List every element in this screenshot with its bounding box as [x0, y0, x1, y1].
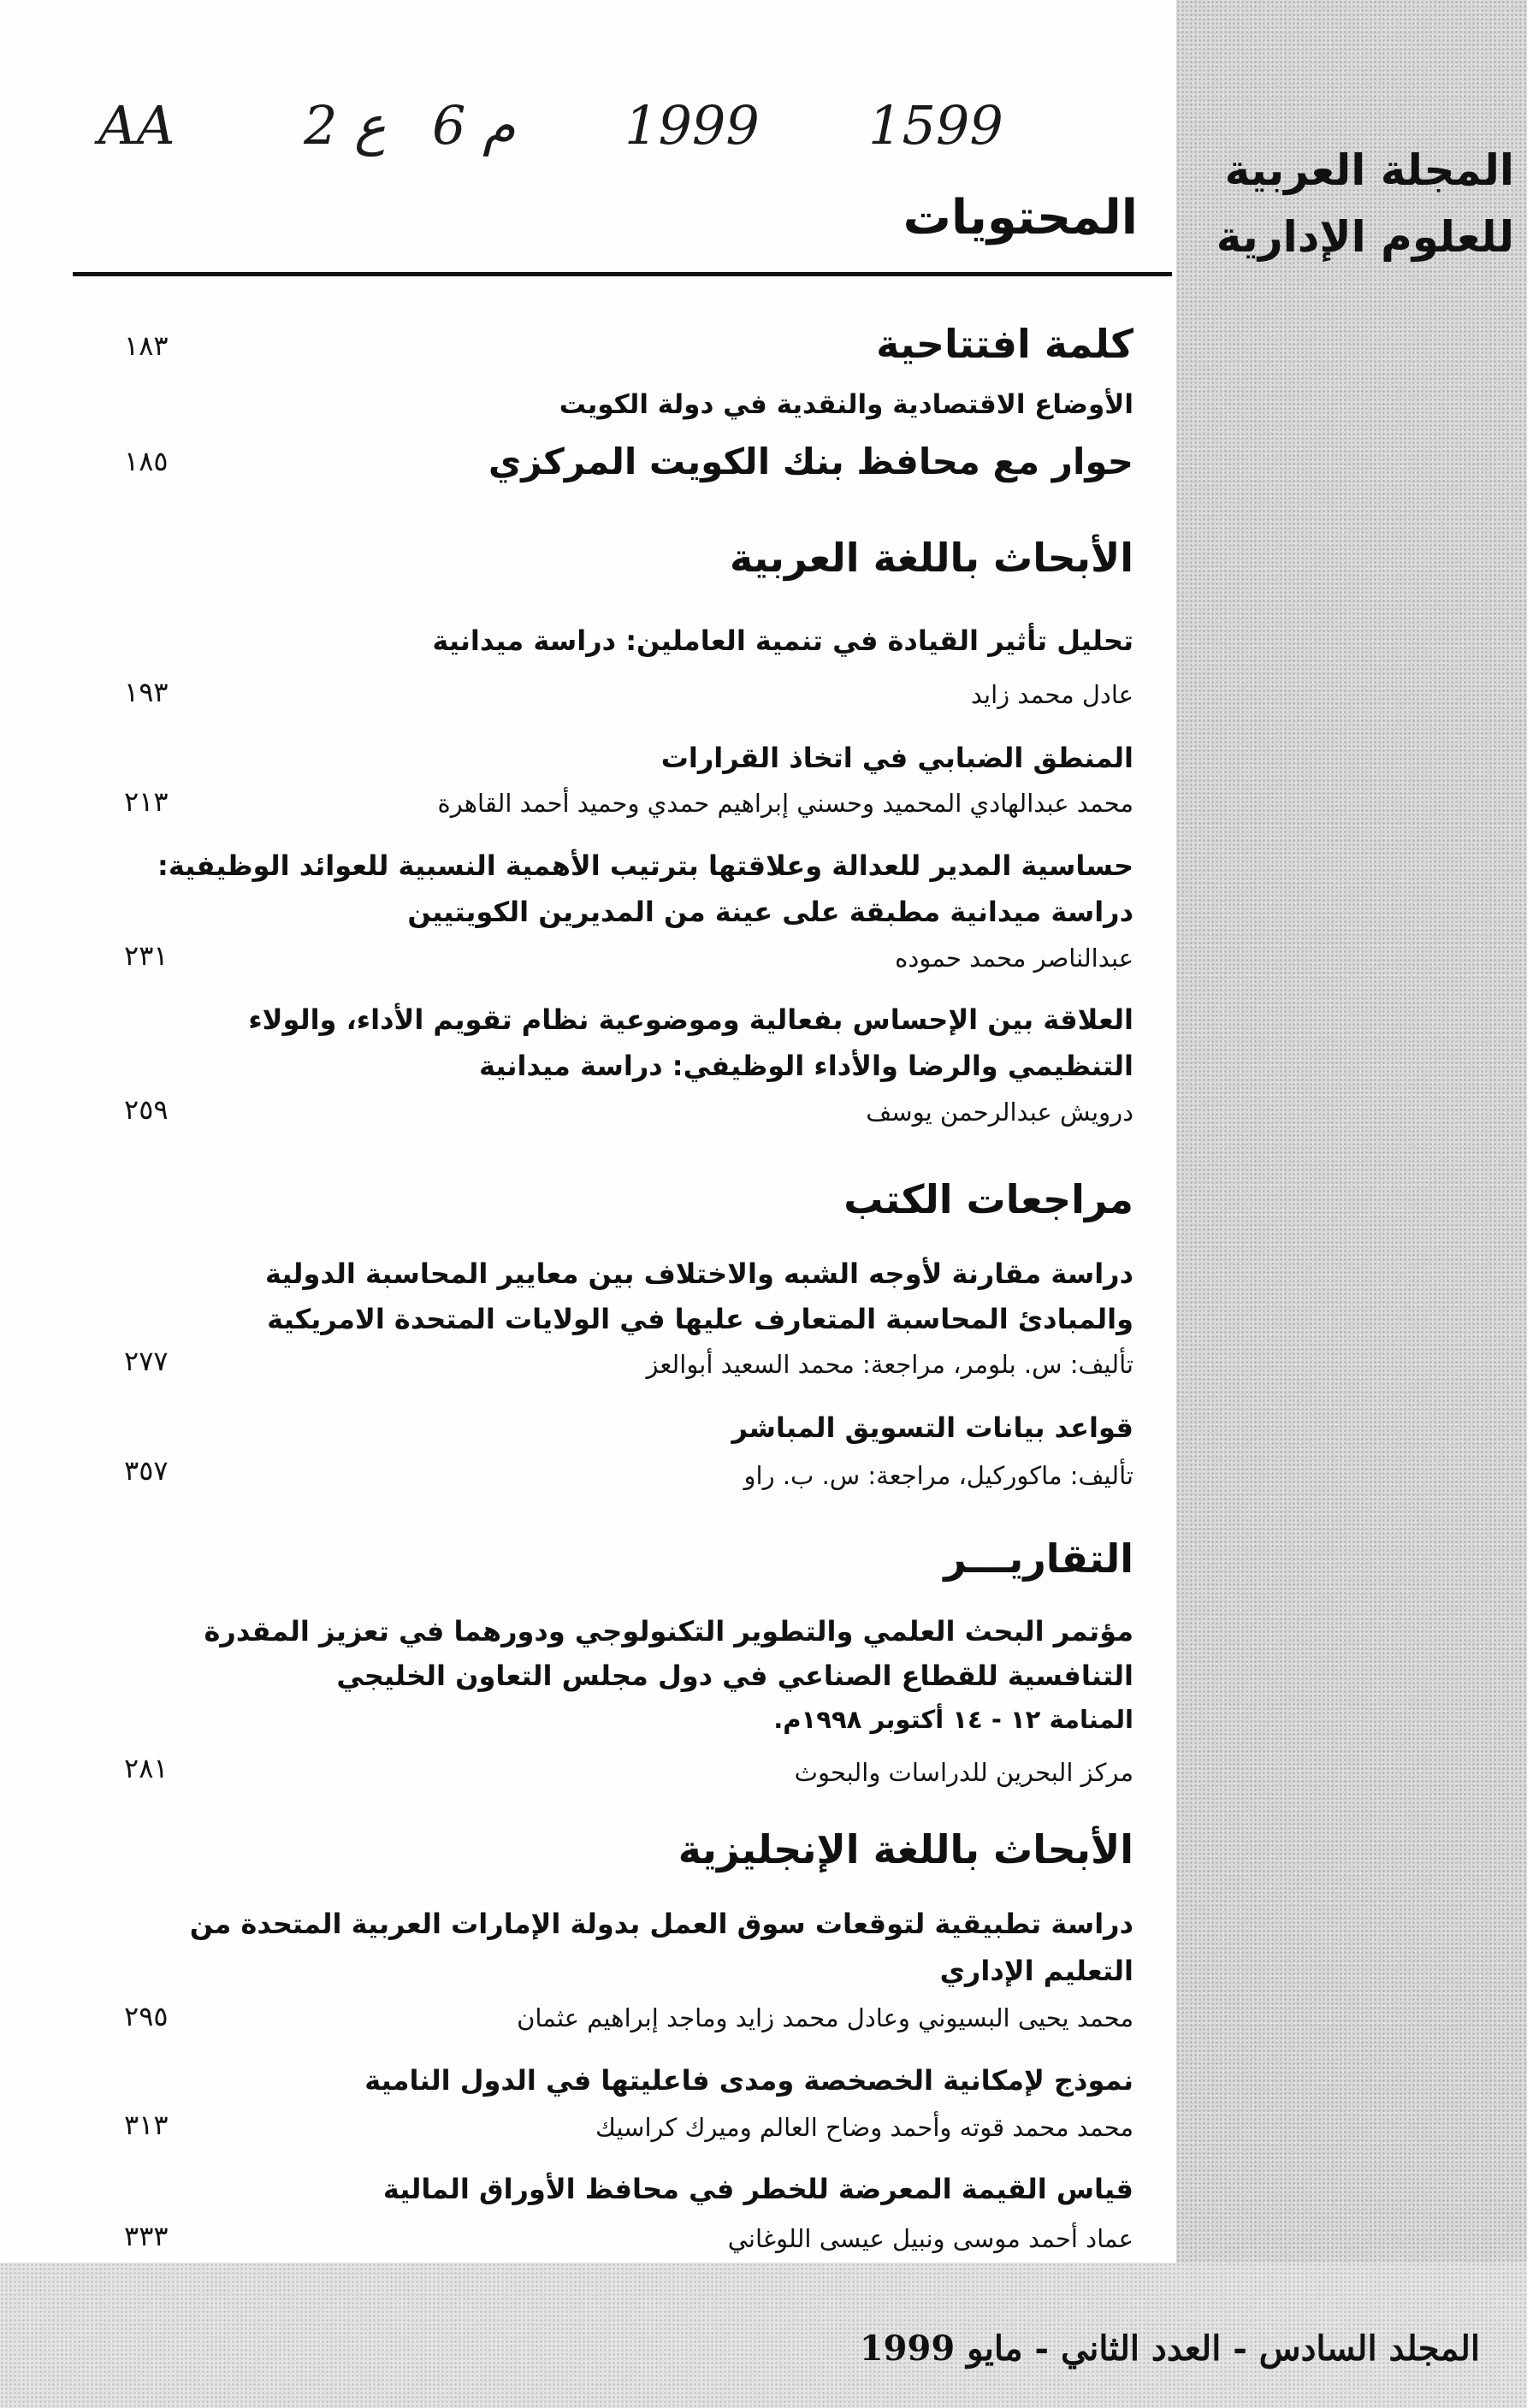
entry-author: مركز البحرين للدراسات والبحوث — [794, 1758, 1133, 1787]
page-number: ٢٧٧ — [124, 1345, 169, 1377]
opening-subtitle: الأوضاع الاقتصادية والنقدية في دولة الكويت — [559, 389, 1133, 420]
page-number: ٣٥٧ — [124, 1454, 169, 1487]
entry-author: محمد عبدالهادي المحميد وحسني إبراهيم حمدي وحميد أحمد القاهرة — [437, 789, 1133, 818]
entry-title: المنطق الضبابي في اتخاذ القرارات — [660, 742, 1133, 774]
entry-title: تحليل تأثير القيادة في تنمية العاملين: دراسة ميدانية — [432, 624, 1133, 657]
entry-note: المنامة ١٢ - ١٤ أكتوبر ١٩٩٨م. — [773, 1705, 1133, 1734]
entry-title: قواعد بيانات التسويق المباشر — [731, 1411, 1133, 1444]
page-number: ٣١٣ — [124, 2109, 169, 2141]
entry-title-line1: مؤتمر البحث العلمي والتطوير التكنولوجي ودورهما في تعزيز المقدرة — [204, 1615, 1133, 1648]
handwriting-4: ع 2 — [304, 94, 387, 157]
section-opening: كلمة افتتاحية — [876, 321, 1133, 367]
entry-title-line2: التنافسية للقطاع الصناعي في دول مجلس التعاون الخليجي — [336, 1660, 1133, 1692]
handwriting-5: AA — [98, 94, 175, 157]
entry-title-line2: دراسة ميدانية مطبقة على عينة من المديرين الكويتيين — [407, 896, 1133, 928]
page-number: ١٨٥ — [124, 445, 169, 477]
entry-author: عبدالناصر محمد حموده — [895, 944, 1133, 973]
journal-title-line2: للعلوم الإدارية — [1216, 212, 1514, 262]
page-number: ٢٨١ — [124, 1752, 169, 1784]
entry-title-line2: التنظيمي والرضا والأداء الوظيفي: دراسة ميدانية — [479, 1050, 1133, 1082]
section-arabic-research: الأبحاث باللغة العربية — [730, 535, 1133, 581]
section-english-research: الأبحاث باللغة الإنجليزية — [678, 1826, 1133, 1873]
entry-author: تأليف: ماكوركيل، مراجعة: س. ب. راو — [743, 1461, 1133, 1490]
entry-title-line1: دراسة تطبيقية لتوقعات سوق العمل بدولة الإمارات العربية المتحدة من — [189, 1908, 1133, 1940]
issue-footer: المجلد السادس - العدد الثاني - مايو 1999 — [859, 2328, 1480, 2369]
journal-title-line1: المجلة العربية — [1224, 145, 1514, 195]
page-number: ١٨٣ — [124, 329, 169, 362]
entry-title-line1: حساسية المدير للعدالة وعلاقتها بترتيب الأهمية النسبية للعوائد الوظيفية: — [157, 849, 1133, 882]
handwriting-1: 1599 — [868, 94, 1003, 157]
page-number: ٣٣٣ — [124, 2220, 169, 2252]
entry-title: نموذج لإمكانية الخصخصة ومدى فاعليتها في الدول النامية — [364, 2064, 1133, 2097]
page-number: ٢١٣ — [124, 785, 169, 818]
entry-author: عماد أحمد موسى ونبيل عيسى اللوغاني — [727, 2224, 1133, 2253]
handwriting-2: 1999 — [624, 94, 760, 157]
section-reports: التقاريـــر — [944, 1535, 1133, 1582]
page-number: ٢٥٩ — [124, 1093, 169, 1126]
entry-author: محمد محمد قوته وأحمد وضاح العالم وميرك كراسيك — [595, 2113, 1133, 2142]
handwriting-3: م 6 — [432, 94, 516, 157]
page-number: ٢٣١ — [124, 939, 169, 972]
entry-title: قياس القيمة المعرضة للخطر في محافظ الأوراق المالية — [382, 2173, 1133, 2205]
entry-author: عادل محمد زايد — [970, 680, 1133, 709]
toc-heading: المحتويات — [903, 190, 1138, 246]
entry-title-line2: والمبادئ المحاسبة المتعارف عليها في الولايات المتحدة الامريكية — [267, 1303, 1133, 1335]
entry-author: درويش عبدالرحمن يوسف — [866, 1098, 1133, 1127]
page-number: ٢٩٥ — [124, 2000, 169, 2032]
entry-title-line2: التعليم الإداري — [939, 1955, 1133, 1987]
section-book-reviews: مراجعات الكتب — [843, 1176, 1133, 1222]
entry-author: محمد يحيى البسيوني وعادل محمد زايد وماجد إبراهيم عثمان — [517, 2003, 1133, 2032]
entry-title-line1: العلاقة بين الإحساس بفعالية وموضوعية نظام تقويم الأداء، والولاء — [248, 1003, 1133, 1036]
entry-title-line1: دراسة مقارنة لأوجه الشبه والاختلاف بين معايير المحاسبة الدولية — [264, 1257, 1133, 1290]
opening-title: حوار مع محافظ بنك الكويت المركزي — [488, 441, 1133, 482]
page-number: ١٩٣ — [124, 676, 169, 708]
entry-author: تأليف: س. بلومر، مراجعة: محمد السعيد أبوالعز — [646, 1350, 1133, 1379]
